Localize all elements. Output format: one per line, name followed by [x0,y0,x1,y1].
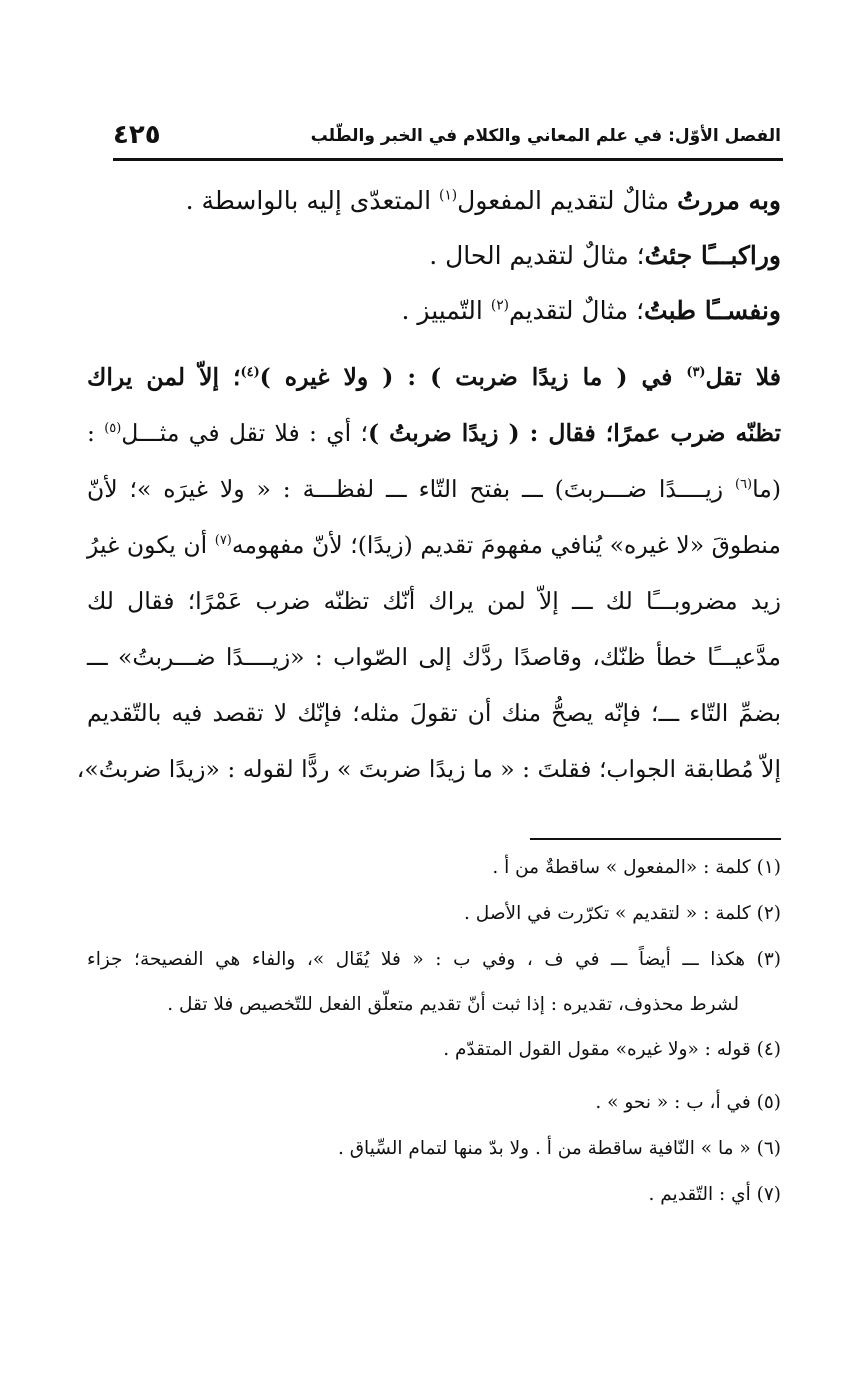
text-run: ؛ إلاّ لمن يراك [87,363,241,391]
note-ref: (١) [439,187,458,204]
text-run: في ( ما زيدًا ضربت ) : ( ولا غيره ) [259,363,687,391]
note-ref: (٤) [240,365,260,381]
footnote-5: (٥) في أ، ب : « نحو » . [595,1092,781,1113]
footnote-6: (٦) « ما » النّافية ساقطة من أ . ولا بدّ منها لتمام السِّياق . [337,1138,781,1159]
example-text: ؛ مثالٌ لتقديم [508,296,645,325]
text-run: تظنّه ضرب عمرًا؛ فقال : ( زيدًا ضربتُ ) [368,419,782,447]
text-run: : [87,419,105,447]
paragraph-line-3 [87,475,781,503]
example-text: ؛ مثالٌ لتقديم الحال . [429,241,645,270]
example-text: التّمييز . [401,296,491,325]
note-ref: (٦) [735,477,753,493]
text-run: ؛ أي : فلا تقل في مثـــل [121,419,368,447]
paragraph-line-5: زيد مضروبـــًا لك ـــ إلاّ لمن يراك أنّك تظنّه ضرب عَمْرًا؛ فقال لك [87,587,781,615]
example-bold: وراكبـــًا جئتُ [644,241,781,270]
paragraph-line-4 [87,531,781,559]
paragraph-line-6: مدَّعيـــًا خطأ ظنّك، وقاصدًا ردَّك إلى الصّواب : «زيــــدًا ضـــربتُ» ـــ [87,643,781,671]
example-bold: وبه مررتُ [677,186,781,215]
header-rule [113,158,783,161]
footnote-rule [530,838,781,840]
text-run: منطوقَ «لا غيره» يُنافي مفهومَ تقديم (زيدًا)؛ لأنّ مفهومه [231,531,781,559]
footnote-4: (٤) قوله : «ولا غيره» مقول القول المتقدّم . [443,1039,781,1060]
paragraph-line-2 [87,419,782,447]
example-text: مثالٌ لتقديم المفعول [457,186,678,215]
footnote-2: (٢) كلمة : « لتقديم » تكرّرت في الأصل . [464,903,781,924]
footnote-1: (١) كلمة : «المفعول » ساقطةٌ من أ . [492,857,781,878]
page-header [113,120,781,156]
example-line-2 [429,243,781,268]
note-ref: (٣) [686,365,706,381]
text-run: زيــــدًا ضـــربتَ) ـــ بفتح التّاء ـــ لفظـــة : « ولا غيرَه »؛ لأنّ [87,475,736,503]
note-ref: (٥) [104,421,122,437]
example-bold: ونفســًا طبتُ [644,296,781,325]
footnote-3: (٣) هكذا ـــ أيضاً ـــ في ف ، وفي ب : « فلا يُقَال »، والفاء هي الفصيحة؛ جزاء [87,949,781,970]
paragraph-line-1 [87,363,781,391]
page-number: ٤٢٥ [113,120,161,150]
text-run: فلا تقل [705,363,781,391]
text-run: أن يكون غيرُ [87,531,215,559]
example-line-1 [186,188,781,213]
footnote-3-continued: لشرط محذوف، تقديره : إذا ثبت أنّ تقديم متعلّق الفعل للتّخصيص فلا تقل . [167,994,739,1015]
note-ref: (٧) [214,533,232,549]
running-title: الفصل الأوّل: في علم المعاني والكلام في الخبر والطّلب [310,126,781,146]
example-line-3 [402,298,781,323]
paragraph-line-7: بضمِّ التّاء ـــ؛ فإنّه يصحُّ منك أن تقولَ مثله؛ فإنّك لا تقصد فيه بالتّقديم [87,699,781,727]
text-run: (ما [752,475,781,503]
footnote-7: (٧) أي : التّقديم . [648,1184,781,1205]
note-ref: (٢) [490,297,509,314]
example-text: المتعدّى إليه بالواسطة . [185,186,440,215]
paragraph-line-8: إلاّ مُطابقة الجواب؛ فقلتَ : « ما زيدًا ضربتَ » ردًّا لقوله : «زيدًا ضربتُ»، [76,755,781,783]
